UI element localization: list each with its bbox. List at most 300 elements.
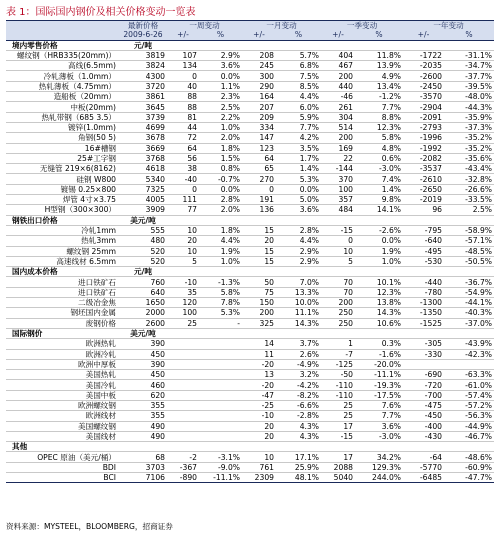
month-abs-cell: 270 [242, 174, 276, 184]
item-name-cell: 冷轧1mm [6, 225, 119, 235]
quarter-abs-cell: 22 [321, 153, 355, 163]
month-pct-cell: 7.0% [276, 277, 321, 287]
table-row [6, 112, 494, 122]
latest-price-cell: 450 [119, 370, 167, 380]
item-name-cell: 焊管 4寸×3.75 [6, 195, 119, 205]
item-name-cell: 钢坯国内金属 [6, 308, 119, 318]
year-abs-cell: -475 [403, 400, 444, 410]
section-name: 国际钢价 [6, 328, 119, 338]
month-pct-cell: 11.1% [276, 308, 321, 318]
latest-price-cell: 3768 [119, 153, 167, 163]
week-abs-cell [167, 349, 199, 359]
item-name-cell: 镀锌(1.0mm) [6, 122, 119, 132]
month-abs-cell: 150 [242, 298, 276, 308]
latest-price-cell: 4618 [119, 164, 167, 174]
header-date: 2009-6-26 [119, 30, 167, 40]
month-pct-cell: -4.9% [276, 359, 321, 369]
year-abs-cell: -2082 [403, 153, 444, 163]
item-name-cell: 美国螺纹钢 [6, 421, 119, 431]
week-pct-cell: 7.8% [199, 298, 242, 308]
quarter-abs-cell: 17 [321, 421, 355, 431]
year-abs-cell: -2904 [403, 102, 444, 112]
week-pct-cell: 0.0% [199, 184, 242, 194]
quarter-pct-cell: 5.8% [355, 133, 403, 143]
week-pct-cell: -3.1% [199, 452, 242, 462]
latest-price-cell: 390 [119, 359, 167, 369]
year-abs-cell: -530 [403, 256, 444, 266]
week-abs-cell: 134 [167, 61, 199, 71]
week-abs-cell: 72 [167, 133, 199, 143]
quarter-pct-cell: 34.2% [355, 452, 403, 462]
header-row-1 [6, 21, 494, 31]
week-pct-cell [199, 370, 242, 380]
month-abs-cell: 15 [242, 225, 276, 235]
quarter-abs-cell: 261 [321, 102, 355, 112]
quarter-abs-cell: 370 [321, 174, 355, 184]
item-name-cell: 热轧带钢（685 3.5） [6, 112, 119, 122]
year-abs-cell: -2793 [403, 122, 444, 132]
latest-price-cell: 2600 [119, 318, 167, 328]
week-pct-cell [199, 380, 242, 390]
month-abs-cell: 761 [242, 462, 276, 472]
quarter-abs-cell: 440 [321, 81, 355, 91]
item-name-cell: 欧洲中厚板 [6, 359, 119, 369]
item-name-cell: 欧洲热轧 [6, 339, 119, 349]
quarter-pct-cell: 129.3% [355, 462, 403, 472]
table-row [6, 205, 494, 215]
item-name-cell: 美国热轧 [6, 370, 119, 380]
year-pct-cell: -60.9% [444, 462, 494, 472]
table-row [6, 246, 494, 256]
quarter-abs-cell: 0 [321, 236, 355, 246]
table-row [6, 431, 494, 441]
table-row [6, 195, 494, 205]
quarter-abs-cell: -50 [321, 370, 355, 380]
month-pct-cell: 2.6% [276, 349, 321, 359]
table-row [6, 61, 494, 71]
quarter-pct-cell: 14.1% [355, 205, 403, 215]
month-pct-cell: 6.0% [276, 102, 321, 112]
month-pct-cell: 4.4% [276, 236, 321, 246]
table-row [6, 81, 494, 91]
latest-price-cell: 3645 [119, 102, 167, 112]
table-row [6, 298, 494, 308]
section-name: 境内零售价格 [6, 40, 119, 50]
table-row [6, 349, 494, 359]
week-pct-cell: -0.7% [199, 174, 242, 184]
year-abs-cell: -2450 [403, 81, 444, 91]
header-blank [6, 21, 119, 31]
table-row [6, 164, 494, 174]
month-pct-cell: 8.5% [276, 81, 321, 91]
quarter-pct-cell: -1.6% [355, 349, 403, 359]
week-abs-cell: 25 [167, 318, 199, 328]
quarter-abs-cell: 200 [321, 298, 355, 308]
week-abs-cell: 0 [167, 184, 199, 194]
week-abs-cell [167, 370, 199, 380]
quarter-abs-cell: 100 [321, 184, 355, 194]
header-pct: % [444, 30, 494, 40]
latest-price-cell: 3720 [119, 81, 167, 91]
year-pct-cell: -58.9% [444, 225, 494, 235]
month-abs-cell: 20 [242, 236, 276, 246]
year-pct-cell: -43.9% [444, 339, 494, 349]
year-abs-cell: -1525 [403, 318, 444, 328]
quarter-pct-cell: 0.0% [355, 236, 403, 246]
year-pct-cell: -37.3% [444, 122, 494, 132]
year-pct-cell: -57.1% [444, 236, 494, 246]
quarter-abs-cell: -46 [321, 92, 355, 102]
year-abs-cell: -305 [403, 339, 444, 349]
item-name-cell: 热轧薄板（4.75mm） [6, 81, 119, 91]
quarter-pct-cell: 10.6% [355, 318, 403, 328]
week-abs-cell: -40 [167, 174, 199, 184]
item-name-cell: OPEC 原油（美元/桶） [6, 452, 119, 462]
year-pct-cell: -56.3% [444, 411, 494, 421]
item-name-cell: 冷轧薄板（1.0mm） [6, 71, 119, 81]
month-abs-cell: 123 [242, 143, 276, 153]
header-abs: +/- [403, 30, 444, 40]
latest-price-cell: 520 [119, 256, 167, 266]
year-pct-cell: -35.2% [444, 133, 494, 143]
week-pct-cell: - [199, 318, 242, 328]
month-pct-cell: 4.3% [276, 431, 321, 441]
week-pct-cell: 1.1% [199, 81, 242, 91]
month-abs-cell: 334 [242, 122, 276, 132]
year-pct-cell: -57.4% [444, 390, 494, 400]
header-abs: +/- [242, 30, 276, 40]
item-name-cell: 16#槽钢 [6, 143, 119, 153]
year-pct-cell: -50.5% [444, 256, 494, 266]
latest-price-cell: 490 [119, 431, 167, 441]
item-name-cell: 美国中板 [6, 390, 119, 400]
week-abs-cell: 5 [167, 256, 199, 266]
month-abs-cell: 15 [242, 256, 276, 266]
table-row [6, 174, 494, 184]
year-pct-cell: 2.5% [444, 205, 494, 215]
item-name-cell: 造船板（20mm） [6, 92, 119, 102]
month-abs-cell: 13 [242, 370, 276, 380]
quarter-abs-cell: 250 [321, 318, 355, 328]
week-pct-cell [199, 411, 242, 421]
item-name-cell: 25#工字钢 [6, 153, 119, 163]
table-row [6, 380, 494, 390]
year-abs-cell: -2091 [403, 112, 444, 122]
quarter-abs-cell: 200 [321, 71, 355, 81]
week-pct-cell: 1.9% [199, 246, 242, 256]
table-row [6, 277, 494, 287]
year-abs-cell: -720 [403, 380, 444, 390]
week-abs-cell: 120 [167, 298, 199, 308]
table-row [6, 153, 494, 163]
year-pct-cell: -42.3% [444, 349, 494, 359]
week-pct-cell: 4.4% [199, 236, 242, 246]
year-abs-cell: -1996 [403, 133, 444, 143]
year-pct-cell: -33.5% [444, 195, 494, 205]
item-name-cell: BDI [6, 462, 119, 472]
item-name-cell: 美国冷轧 [6, 380, 119, 390]
year-abs-cell: -1300 [403, 298, 444, 308]
quarter-abs-cell: 5 [321, 256, 355, 266]
year-pct-cell: -61.0% [444, 380, 494, 390]
year-pct-cell: -36.7% [444, 277, 494, 287]
quarter-pct-cell: 14.3% [355, 308, 403, 318]
quarter-abs-cell: 2088 [321, 462, 355, 472]
item-name-cell: 热轧3mm [6, 236, 119, 246]
quarter-pct-cell: 7.4% [355, 174, 403, 184]
quarter-abs-cell: 484 [321, 205, 355, 215]
header-abs: +/- [167, 30, 199, 40]
table-title: 表 1：国际国内钢价及相关价格变动一览表 [6, 7, 196, 18]
year-pct-cell: -47.7% [444, 473, 494, 483]
quarter-abs-cell: 250 [321, 308, 355, 318]
month-abs-cell: 20 [242, 431, 276, 441]
week-pct-cell [199, 349, 242, 359]
week-pct-cell: 1.8% [199, 225, 242, 235]
month-abs-cell: -20 [242, 380, 276, 390]
table-row [6, 370, 494, 380]
section-name: 国内成本价格 [6, 267, 119, 277]
year-abs-cell: -690 [403, 370, 444, 380]
quarter-pct-cell: -1.2% [355, 92, 403, 102]
table-row [6, 400, 494, 410]
year-abs-cell: -3537 [403, 164, 444, 174]
week-abs-cell: 111 [167, 195, 199, 205]
item-name-cell: 螺纹钢 25mm [6, 246, 119, 256]
header-pct: % [355, 30, 403, 40]
header-pct: % [276, 30, 321, 40]
item-name-cell: 高线(6.5mm) [6, 61, 119, 71]
item-name-cell: 镀锡 0.25×800 [6, 184, 119, 194]
table-row [6, 359, 494, 369]
quarter-pct-cell: 11.8% [355, 50, 403, 60]
week-pct-cell: 1.0% [199, 122, 242, 132]
week-abs-cell [167, 411, 199, 421]
table-row [6, 225, 494, 235]
week-pct-cell: 2.2% [199, 112, 242, 122]
week-abs-cell: 20 [167, 236, 199, 246]
week-pct-cell [199, 431, 242, 441]
week-abs-cell: 77 [167, 205, 199, 215]
item-name-cell: 废钢价格 [6, 318, 119, 328]
month-abs-cell: 64 [242, 153, 276, 163]
month-pct-cell: 5.9% [276, 112, 321, 122]
year-pct-cell: -35.2% [444, 143, 494, 153]
item-name-cell: 进口铁矿石 [6, 287, 119, 297]
latest-price-cell: 490 [119, 421, 167, 431]
year-abs-cell: -2600 [403, 71, 444, 81]
quarter-abs-cell: 5040 [321, 473, 355, 483]
month-pct-cell: 4.4% [276, 92, 321, 102]
week-pct-cell: 5.3% [199, 308, 242, 318]
table-row [6, 421, 494, 431]
month-pct-cell: 5.0% [276, 195, 321, 205]
month-pct-cell: 2.8% [276, 225, 321, 235]
latest-price-cell: 7325 [119, 184, 167, 194]
year-pct-cell: -48.6% [444, 452, 494, 462]
month-pct-cell: 25.9% [276, 462, 321, 472]
header-week-change: 一周变动 [167, 21, 242, 31]
item-name-cell: 欧洲冷轧 [6, 349, 119, 359]
table-row [6, 452, 494, 462]
table-row [6, 256, 494, 266]
year-abs-cell: -6485 [403, 473, 444, 483]
table-row [6, 236, 494, 246]
quarter-pct-cell: 13.8% [355, 298, 403, 308]
section-unit [119, 442, 167, 452]
week-abs-cell: 81 [167, 112, 199, 122]
quarter-pct-cell: 13.4% [355, 81, 403, 91]
year-pct-cell: -35.9% [444, 112, 494, 122]
quarter-abs-cell: 514 [321, 122, 355, 132]
item-name-cell: 角钢(50 5) [6, 133, 119, 143]
latest-price-cell: 450 [119, 349, 167, 359]
week-abs-cell: 0 [167, 71, 199, 81]
month-pct-cell: 1.7% [276, 153, 321, 163]
week-abs-cell: 107 [167, 50, 199, 60]
year-abs-cell: -64 [403, 452, 444, 462]
quarter-pct-cell: 244.0% [355, 473, 403, 483]
week-abs-cell: 38 [167, 164, 199, 174]
latest-price-cell: 460 [119, 380, 167, 390]
latest-price-cell: 2000 [119, 308, 167, 318]
quarter-abs-cell: 467 [321, 61, 355, 71]
month-pct-cell: -6.6% [276, 400, 321, 410]
week-abs-cell: 10 [167, 225, 199, 235]
year-pct-cell: -37.0% [444, 318, 494, 328]
week-pct-cell: 2.0% [199, 205, 242, 215]
quarter-abs-cell: -15 [321, 225, 355, 235]
item-name-cell: 螺纹钢（HRB335(20mm)） [6, 50, 119, 60]
month-pct-cell: 4.2% [276, 133, 321, 143]
table-row [6, 133, 494, 143]
month-pct-cell: 7.7% [276, 122, 321, 132]
month-abs-cell: 10 [242, 452, 276, 462]
month-abs-cell: 0 [242, 184, 276, 194]
quarter-abs-cell: 70 [321, 287, 355, 297]
month-abs-cell: 75 [242, 287, 276, 297]
week-pct-cell [199, 421, 242, 431]
quarter-abs-cell: 25 [321, 411, 355, 421]
year-pct-cell: -44.1% [444, 298, 494, 308]
quarter-pct-cell: 1.0% [355, 256, 403, 266]
quarter-pct-cell: -11.1% [355, 370, 403, 380]
month-abs-cell: 20 [242, 421, 276, 431]
year-pct-cell: -43.4% [444, 164, 494, 174]
section-header [6, 215, 494, 225]
item-name-cell: H型钢（300×300） [6, 205, 119, 215]
week-pct-cell [199, 400, 242, 410]
item-name-cell: 美国线材 [6, 431, 119, 441]
quarter-abs-cell: -110 [321, 380, 355, 390]
year-abs-cell: -3570 [403, 92, 444, 102]
quarter-abs-cell: -7 [321, 349, 355, 359]
year-abs-cell: -2610 [403, 174, 444, 184]
quarter-abs-cell: 1 [321, 339, 355, 349]
header-quarter-change: 一季变动 [321, 21, 403, 31]
month-abs-cell: 191 [242, 195, 276, 205]
week-pct-cell: 2.8% [199, 195, 242, 205]
header-year-change: 一年变动 [403, 21, 494, 31]
section-unit: 美元/吨 [119, 215, 167, 225]
table-row [6, 318, 494, 328]
week-pct-cell: 1.0% [199, 256, 242, 266]
month-pct-cell: 3.5% [276, 143, 321, 153]
year-pct-cell: -37.7% [444, 71, 494, 81]
week-pct-cell: 2.9% [199, 50, 242, 60]
month-pct-cell: 48.1% [276, 473, 321, 483]
year-abs-cell: -700 [403, 390, 444, 400]
year-abs-cell: -450 [403, 411, 444, 421]
latest-price-cell: 3819 [119, 50, 167, 60]
section-spacer [167, 40, 494, 50]
month-abs-cell: 207 [242, 102, 276, 112]
year-abs-cell [403, 359, 444, 369]
month-pct-cell: 3.2% [276, 370, 321, 380]
section-header [6, 442, 494, 452]
week-pct-cell [199, 339, 242, 349]
week-abs-cell: -10 [167, 277, 199, 287]
latest-price-cell: 7106 [119, 473, 167, 483]
year-abs-cell: -400 [403, 421, 444, 431]
quarter-pct-cell: 10.1% [355, 277, 403, 287]
month-abs-cell: 14 [242, 339, 276, 349]
table-row [6, 71, 494, 81]
year-pct-cell: -31.1% [444, 50, 494, 60]
quarter-pct-cell: 3.6% [355, 421, 403, 431]
year-pct-cell: -57.2% [444, 400, 494, 410]
quarter-pct-cell: 13.9% [355, 61, 403, 71]
month-pct-cell: 1.4% [276, 164, 321, 174]
quarter-abs-cell: 10 [321, 246, 355, 256]
month-pct-cell: 2.9% [276, 256, 321, 266]
week-abs-cell: 88 [167, 92, 199, 102]
month-abs-cell: 200 [242, 308, 276, 318]
month-abs-cell: 325 [242, 318, 276, 328]
week-abs-cell [167, 400, 199, 410]
week-abs-cell [167, 339, 199, 349]
week-abs-cell [167, 380, 199, 390]
month-abs-cell: 50 [242, 277, 276, 287]
quarter-pct-cell: 1.9% [355, 246, 403, 256]
year-abs-cell: 96 [403, 205, 444, 215]
latest-price-cell: 355 [119, 411, 167, 421]
year-pct-cell: -39.5% [444, 81, 494, 91]
latest-price-cell: 520 [119, 246, 167, 256]
month-abs-cell: 290 [242, 81, 276, 91]
month-pct-cell: 7.5% [276, 71, 321, 81]
week-abs-cell: 10 [167, 246, 199, 256]
table-row [6, 390, 494, 400]
price-change-table [6, 20, 494, 483]
table-row [6, 102, 494, 112]
week-pct-cell: 0.8% [199, 164, 242, 174]
year-abs-cell: -430 [403, 431, 444, 441]
quarter-pct-cell: 1.4% [355, 184, 403, 194]
month-pct-cell: 0.0% [276, 184, 321, 194]
section-header [6, 267, 494, 277]
header-row-2 [6, 30, 494, 40]
latest-price-cell: 480 [119, 236, 167, 246]
week-pct-cell: 1.5% [199, 153, 242, 163]
item-name-cell: BCI [6, 473, 119, 483]
week-abs-cell: 88 [167, 102, 199, 112]
latest-price-cell: 5340 [119, 174, 167, 184]
quarter-abs-cell: -110 [321, 390, 355, 400]
month-pct-cell: -2.8% [276, 411, 321, 421]
table-row [6, 339, 494, 349]
week-abs-cell: -2 [167, 452, 199, 462]
